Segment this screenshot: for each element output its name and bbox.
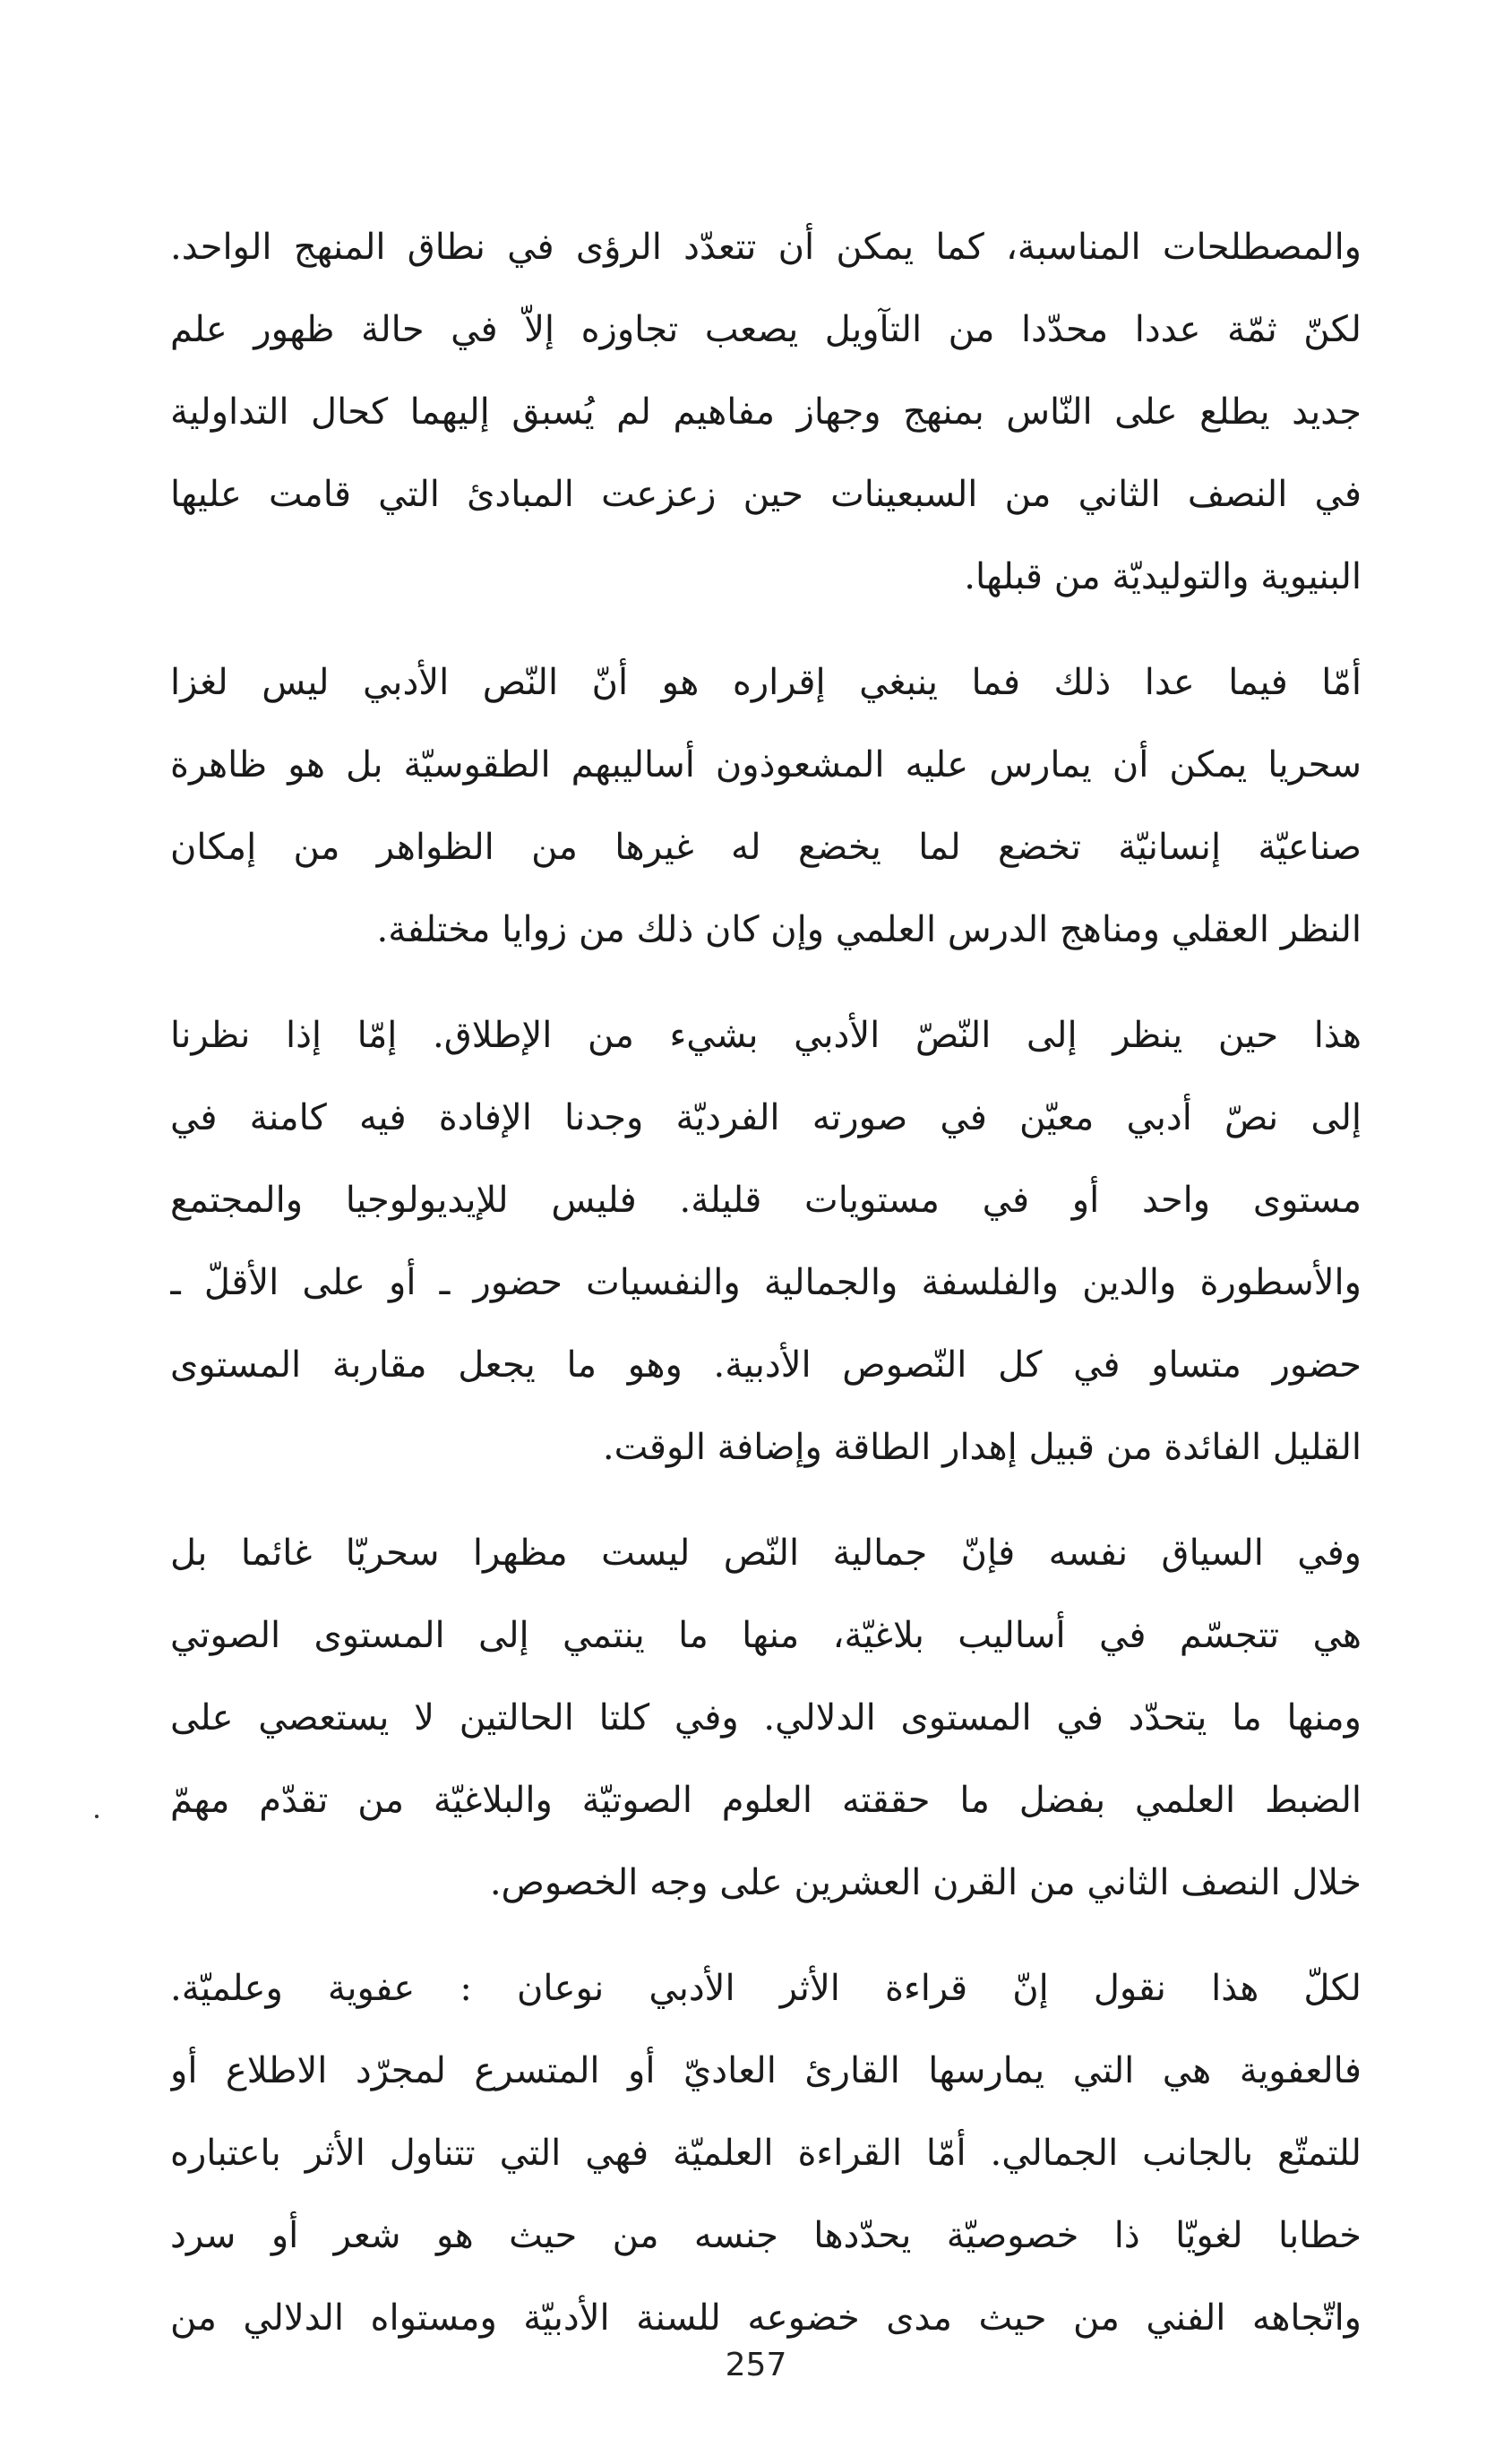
text-line: خطابا لغويّا ذا خصوصيّة يحدّدها جنسه من حيث هو شعر أو سرد bbox=[170, 2215, 1362, 2256]
text-line: القليل الفائدة من قبيل إهدار الطاقة وإضافة الوقت. bbox=[602, 1427, 1362, 1468]
text-line: إلى نصّ أدبي معيّن في صورته الفرديّة وجدنا الإفادة فيه كامنة في bbox=[170, 1097, 1362, 1138]
page-number: 257 bbox=[725, 2347, 787, 2383]
text-line: جديد يطلع على النّاس بمنهج وجهاز مفاهيم لم يُسبق إليهما كحال التداولية bbox=[170, 391, 1362, 433]
text-line: هذا حين ينظر إلى النّصّ الأدبي بشيء من الإطلاق. إمّا إذا نظرنا bbox=[170, 1015, 1362, 1056]
text-line: حضور متساو في كل النّصوص الأدبية. وهو ما يجعل مقاربة المستوى bbox=[170, 1344, 1362, 1386]
text-line: النظر العقلي ومناهج الدرس العلمي وإن كان ذلك من زوايا مختلفة. bbox=[376, 909, 1362, 950]
text-line: ومنها ما يتحدّد في المستوى الدلالي. وفي كلتا الحالتين لا يستعصي على bbox=[170, 1697, 1362, 1739]
text-line: هي تتجسّم في أساليب بلاغيّة، منها ما ينتمي إلى المستوى الصوتي bbox=[170, 1615, 1362, 1656]
text-line: سحريا يمكن أن يمارس عليه المشعوذون أساليبهم الطقوسيّة بل هو ظاهرة bbox=[170, 744, 1362, 786]
text-line: واتّجاهه الفني من حيث مدى خضوعه للسنة الأدبيّة ومستواه الدلالي من bbox=[170, 2297, 1362, 2339]
text-line: للتمتّع بالجانب الجمالي. أمّا القراءة العلميّة فهي التي تتناول الأثر باعتباره bbox=[170, 2133, 1362, 2174]
paragraph bbox=[170, 1947, 1362, 2359]
scan-speck bbox=[95, 1815, 99, 1818]
text-line: لكلّ هذا نقول إنّ قراءة الأثر الأدبي نوعان : عفوية وعلميّة. bbox=[170, 1968, 1362, 2009]
text-line: وفي السياق نفسه فإنّ جمالية النّص ليست مظهرا سحريّا غائما بل bbox=[170, 1532, 1362, 1574]
text-line: في النصف الثاني من السبعينات حين زعزعت المبادئ التي قامت عليها bbox=[170, 474, 1362, 515]
text-line: لكنّ ثمّة عددا محدّدا من التآويل يصعب تجاوزه إلاّ في حالة ظهور علم bbox=[170, 309, 1362, 350]
paragraph bbox=[170, 994, 1362, 1489]
body-text bbox=[170, 206, 1362, 2359]
text-line: خلال النصف الثاني من القرن العشرين على وجه الخصوص. bbox=[489, 1862, 1362, 1903]
text-line: فالعفوية هي التي يمارسها القارئ العاديّ أو المتسرع لمجرّد الاطلاع أو bbox=[170, 2050, 1362, 2091]
paragraph bbox=[170, 641, 1362, 971]
text-line: صناعيّة إنسانيّة تخضع لما يخضع له غيرها من الظواهر من إمكان bbox=[170, 827, 1362, 868]
text-line: مستوى واحد أو في مستويات قليلة. فليس للإيديولوجيا والمجتمع bbox=[170, 1180, 1362, 1221]
paragraph bbox=[170, 1512, 1362, 1924]
text-line: الضبط العلمي بفضل ما حققته العلوم الصوتيّة والبلاغيّة من تقدّم مهمّ bbox=[170, 1780, 1362, 1821]
text-line: والمصطلحات المناسبة، كما يمكن أن تتعدّد الرؤى في نطاق المنهج الواحد. bbox=[170, 227, 1362, 268]
text-line: والأسطورة والدين والفلسفة والجمالية والنفسيات حضور ـ أو على الأقلّ ـ bbox=[170, 1262, 1362, 1303]
text-line: أمّا فيما عدا ذلك فما ينبغي إقراره هو أنّ النّص الأدبي ليس لغزا bbox=[170, 662, 1362, 703]
paragraph bbox=[170, 206, 1362, 618]
text-line: البنيوية والتوليديّة من قبلها. bbox=[964, 556, 1362, 597]
